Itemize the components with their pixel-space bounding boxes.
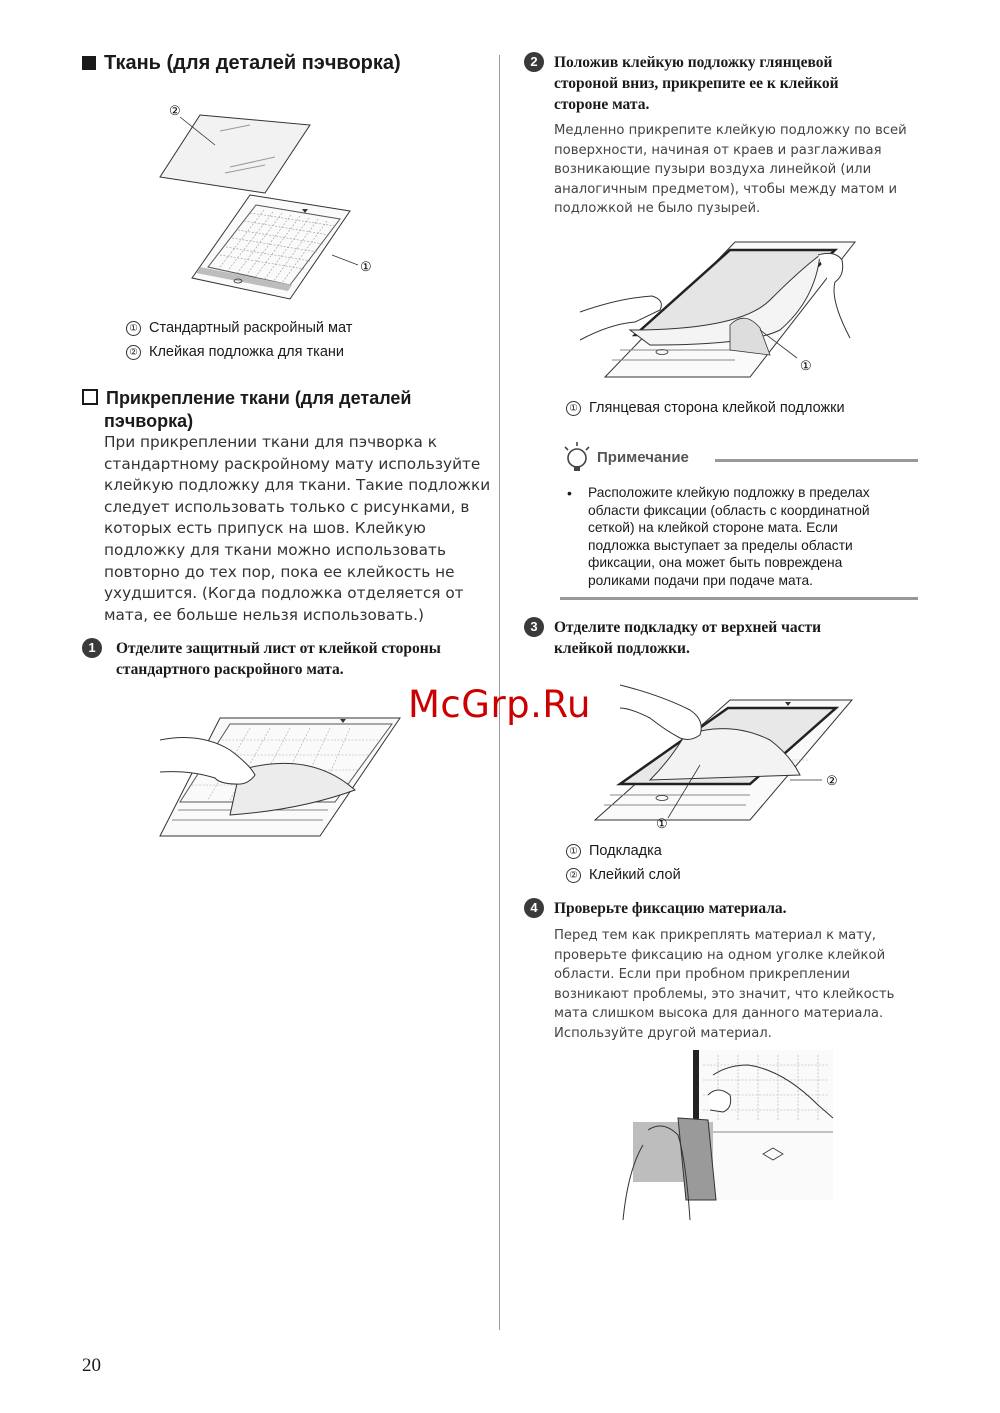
step-1-line1: Отделите защитный лист от клейкой стороны	[116, 640, 441, 657]
step-4	[524, 898, 944, 922]
text-line: Медленно прикрепите клейкую подложку по всей	[554, 123, 907, 138]
callout-number: ①	[126, 321, 141, 336]
text-line: роликами подачи при подаче мата.	[588, 572, 813, 588]
text-line: возникают проблемы, это значит, что клейкость	[554, 986, 895, 1002]
step-3	[524, 617, 944, 661]
fig3-legend-2	[566, 867, 681, 883]
step-2-line1: Положив клейкую подложку глянцевой	[554, 54, 833, 71]
text-line: Расположите клейкую подложку в пределах	[588, 485, 870, 500]
figure-test-fixation	[618, 1050, 833, 1220]
fig3-legend-1	[566, 843, 662, 859]
fig3-callout-2: ②	[826, 773, 838, 788]
step-2-body	[554, 121, 954, 219]
step-2-badge: 2	[524, 52, 544, 72]
fig3-callout-1: ①	[656, 816, 668, 831]
text-line: фиксации, она может быть повреждена	[588, 555, 843, 570]
section-title	[82, 52, 401, 75]
note-title: Примечание	[597, 449, 689, 466]
step-2-line3: стороне мата.	[554, 96, 650, 113]
section-title-text: Ткань (для деталей пэчворка)	[104, 52, 401, 74]
lightbulb-icon	[560, 440, 594, 474]
callout-number: ②	[566, 868, 581, 883]
fig1-callout-1: ①	[360, 259, 372, 274]
filled-square-icon	[82, 56, 96, 70]
step-3-line2: клейкой подложки.	[554, 640, 690, 657]
text-line: которых есть припуск на шов. Клейкую	[104, 519, 426, 538]
step-3-text	[554, 617, 821, 659]
text-line: мата, ее больше нельзя использовать.)	[104, 605, 425, 624]
text-line: сеткой) на клейкой стороне мата. Если	[588, 520, 838, 535]
legend-text: Стандартный раскройный мат	[149, 320, 353, 336]
step-3-line1: Отделите подкладку от верхней части	[554, 619, 821, 636]
subsection-title-line2: пэчворка)	[104, 411, 194, 431]
intro-paragraph	[104, 432, 494, 626]
text-line: подложку для ткани можно использовать	[104, 540, 446, 559]
step-4-badge: 4	[524, 898, 544, 918]
text-line: области. Если при пробном прикреплении	[554, 967, 851, 982]
fig1-legend-2	[126, 344, 344, 360]
page-number: 20	[82, 1355, 101, 1376]
note-rule-bottom	[560, 597, 918, 600]
step-3-badge: 3	[524, 617, 544, 637]
text-line: области фиксации (область с координатной	[588, 502, 870, 518]
step-1	[82, 638, 502, 682]
fig2-legend-1	[566, 400, 845, 416]
figure-peel-protective-sheet	[160, 710, 420, 845]
text-line: При прикреплении ткани для пэчворка к	[104, 433, 437, 451]
text-line: следует использовать только с рисунками, в	[104, 497, 470, 516]
callout-number: ②	[126, 345, 141, 360]
figure-peel-backing	[590, 680, 855, 830]
step-1-badge: 1	[82, 638, 102, 658]
subsection-title	[82, 387, 411, 433]
adhesive-sheet	[160, 115, 310, 193]
callout-number: ①	[566, 844, 581, 859]
text-line: клейкую подложку для ткани. Такие подложки	[104, 476, 491, 495]
legend-text: Глянцевая сторона клейкой подложки	[589, 400, 845, 416]
text-line: подложкой не было пузырей.	[554, 201, 761, 216]
text-line: проверьте фиксацию на одном уголке клейкой	[554, 947, 886, 963]
legend-text: Подкладка	[589, 843, 662, 859]
note-text	[588, 484, 918, 589]
text-line: аналогичным предметом), чтобы между матом и	[554, 181, 898, 197]
text-line: ухудшится. (Когда подложка отделяется от	[104, 584, 464, 603]
text-line: Используйте другой материал.	[554, 1025, 772, 1041]
text-line: поверхности, начиная от краев и разглаживая	[554, 142, 882, 158]
text-line: мата слишком высока для данного материала.	[554, 1006, 884, 1021]
callout-number: ①	[566, 401, 581, 416]
fig1-legend-1	[126, 320, 352, 336]
fig2-callout-1: ①	[800, 358, 812, 373]
legend-text: Клейкий слой	[589, 867, 681, 883]
text-line: подложка выступает за пределы области	[588, 537, 853, 553]
note-rule-top	[715, 459, 918, 462]
watermark: McGrp.Ru	[408, 683, 591, 726]
step-2	[524, 52, 944, 118]
text-line: Перед тем как прикреплять материал к мату,	[554, 928, 876, 943]
fig1-callout-2: ②	[169, 103, 181, 118]
step-4-body	[554, 926, 954, 1043]
note-box	[560, 440, 918, 602]
figure-attach-sheet	[580, 240, 860, 380]
open-square-icon	[82, 389, 98, 405]
step-4-line1: Проверьте фиксацию материала.	[554, 900, 787, 917]
text-line: стандартному раскройному мату используйте	[104, 454, 481, 473]
step-2-text	[554, 52, 839, 115]
text-line: возникающие пузыри воздуха линейкой (или	[554, 162, 872, 177]
step-1-text	[116, 638, 441, 680]
text-line: повторно до тех пор, пока ее клейкость не	[104, 562, 455, 581]
figure-mat-and-sheet	[160, 95, 390, 305]
step-1-line2: стандартного раскройного мата.	[116, 661, 344, 678]
note-bullet: •	[567, 485, 572, 501]
subsection-title-line1: Прикрепление ткани (для деталей	[106, 388, 412, 408]
step-2-line2: стороной вниз, прикрепите ее к клейкой	[554, 75, 839, 92]
legend-text: Клейкая подложка для ткани	[149, 344, 344, 360]
